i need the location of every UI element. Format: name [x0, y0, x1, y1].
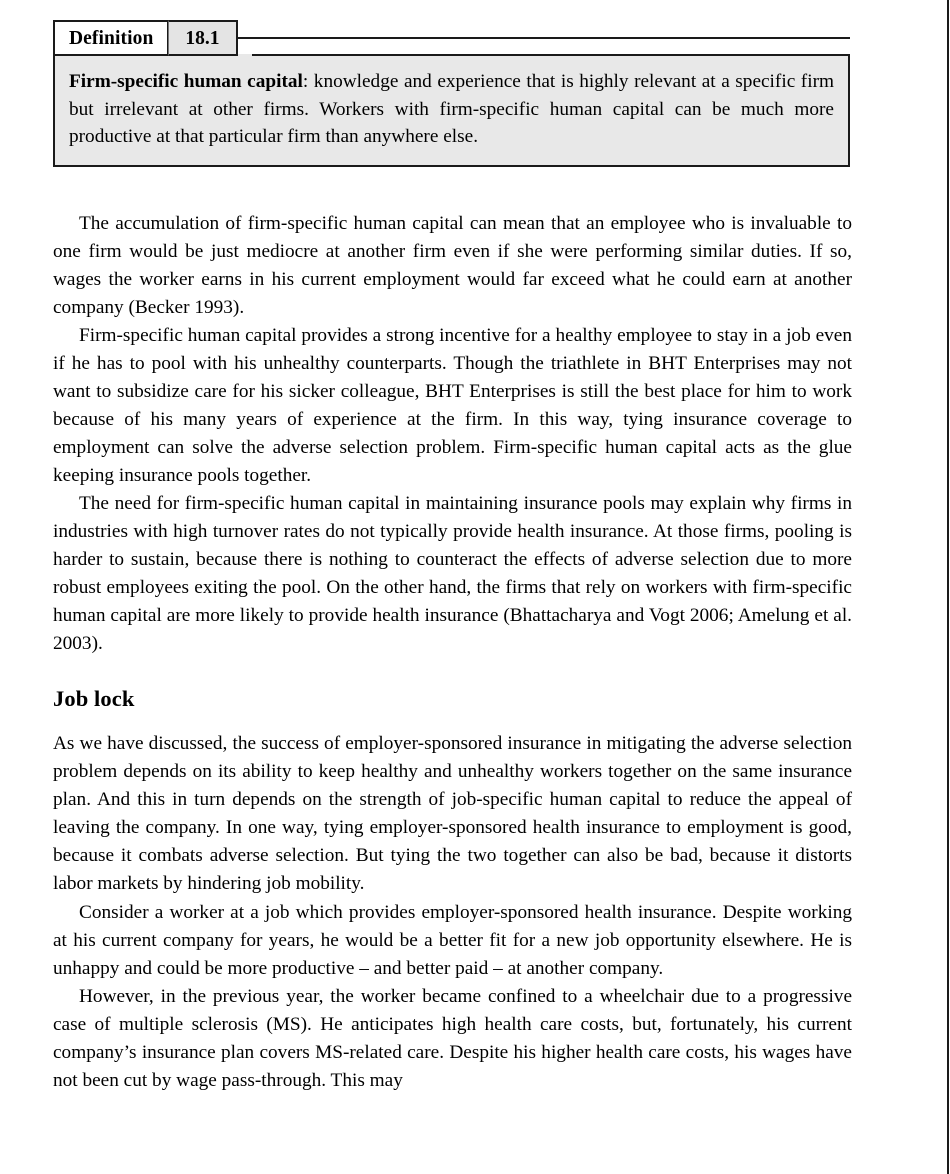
paragraph: The need for firm-specific human capital in maintaining insurance pools may explain why firms in industries with high turnover rates do not typically provide health insurance. At those firms, pooling is harder to sustain, because there is nothing to counteract the effects of adverse selection due to more robust employees exiting the pool. On the other hand, the firms that rely on workers with firm-specific human capital are more likely to provide health insurance (Bhattacharya and Vogt 2006; Amelung et al. 2003). [53, 492, 852, 655]
callout-tab-number: 18.1 [168, 20, 237, 56]
paragraph: Consider a worker at a job which provides employer-sponsored health insurance. Despite working at his current company for years, he would be a better fit for a new job opportunity elsewhere. He is unhappy and could be more productive – and better paid – at another company. [53, 901, 852, 979]
page-edge-rule [947, 0, 949, 1174]
page-content [53, 0, 852, 1095]
definition-callout [53, 20, 850, 167]
callout-tab-rule [238, 20, 850, 56]
paragraph: However, in the previous year, the worker became confined to a wheelchair due to a progressive case of multiple sclerosis (MS). He anticipates high health care costs, but, fortunately, his current company’s insurance plan covers MS-related care. Despite his higher health care costs, his wages have not been cut by wage pass-through. This may [53, 985, 852, 1091]
callout-term: Firm-specific human capital [69, 71, 303, 92]
callout-tab-row [53, 20, 850, 56]
callout-text [69, 68, 834, 151]
spacer-before-heading [53, 658, 852, 685]
spacer-after-heading [53, 713, 852, 730]
paragraph: The accumulation of firm-specific human capital can mean that an employee who is invaluable to one firm would be just mediocre at another firm even if she were performing similar duties. If so, wages the worker earns in his current employment would far exceed what he could earn at another company (Becker 1993). [53, 212, 852, 318]
paragraph: As we have discussed, the success of employer-sponsored insurance in mitigating the adverse selection problem depends on its ability to keep healthy and unhealthy workers together on the same insurance plan. And this in turn depends on the strength of job-specific human capital to reduce the appeal of leaving the company. In one way, tying employer-sponsored health insurance to employment is good, because it combats adverse selection. But tying the two together can also be bad, because it distorts labor markets by hindering job mobility. [53, 733, 852, 895]
section-heading: Job lock [53, 686, 135, 712]
body-text-after-heading [53, 730, 852, 1095]
paragraph: Firm-specific human capital provides a strong incentive for a healthy employee to stay in a job even if he has to pool with his unhealthy counterparts. Though the triathlete in BHT Enterprises may not want to subsidize care for his sicker colleague, BHT Enterprises is still the best place for him to work because of his many years of experience at the firm. In this way, tying insurance coverage to employment can solve the adverse selection problem. Firm-specific human capital acts as the glue keeping insurance pools together. [53, 324, 852, 486]
callout-definition-text: : knowledge and experience that is highly relevant at a specific firm but irrelevant at other firms. Workers with firm-specific human capital can be much more productive at that particular firm than anywhere else. [69, 71, 834, 147]
body-text-before-heading [53, 210, 852, 659]
callout-tab-label: Definition [53, 20, 168, 56]
callout-body [53, 54, 850, 167]
